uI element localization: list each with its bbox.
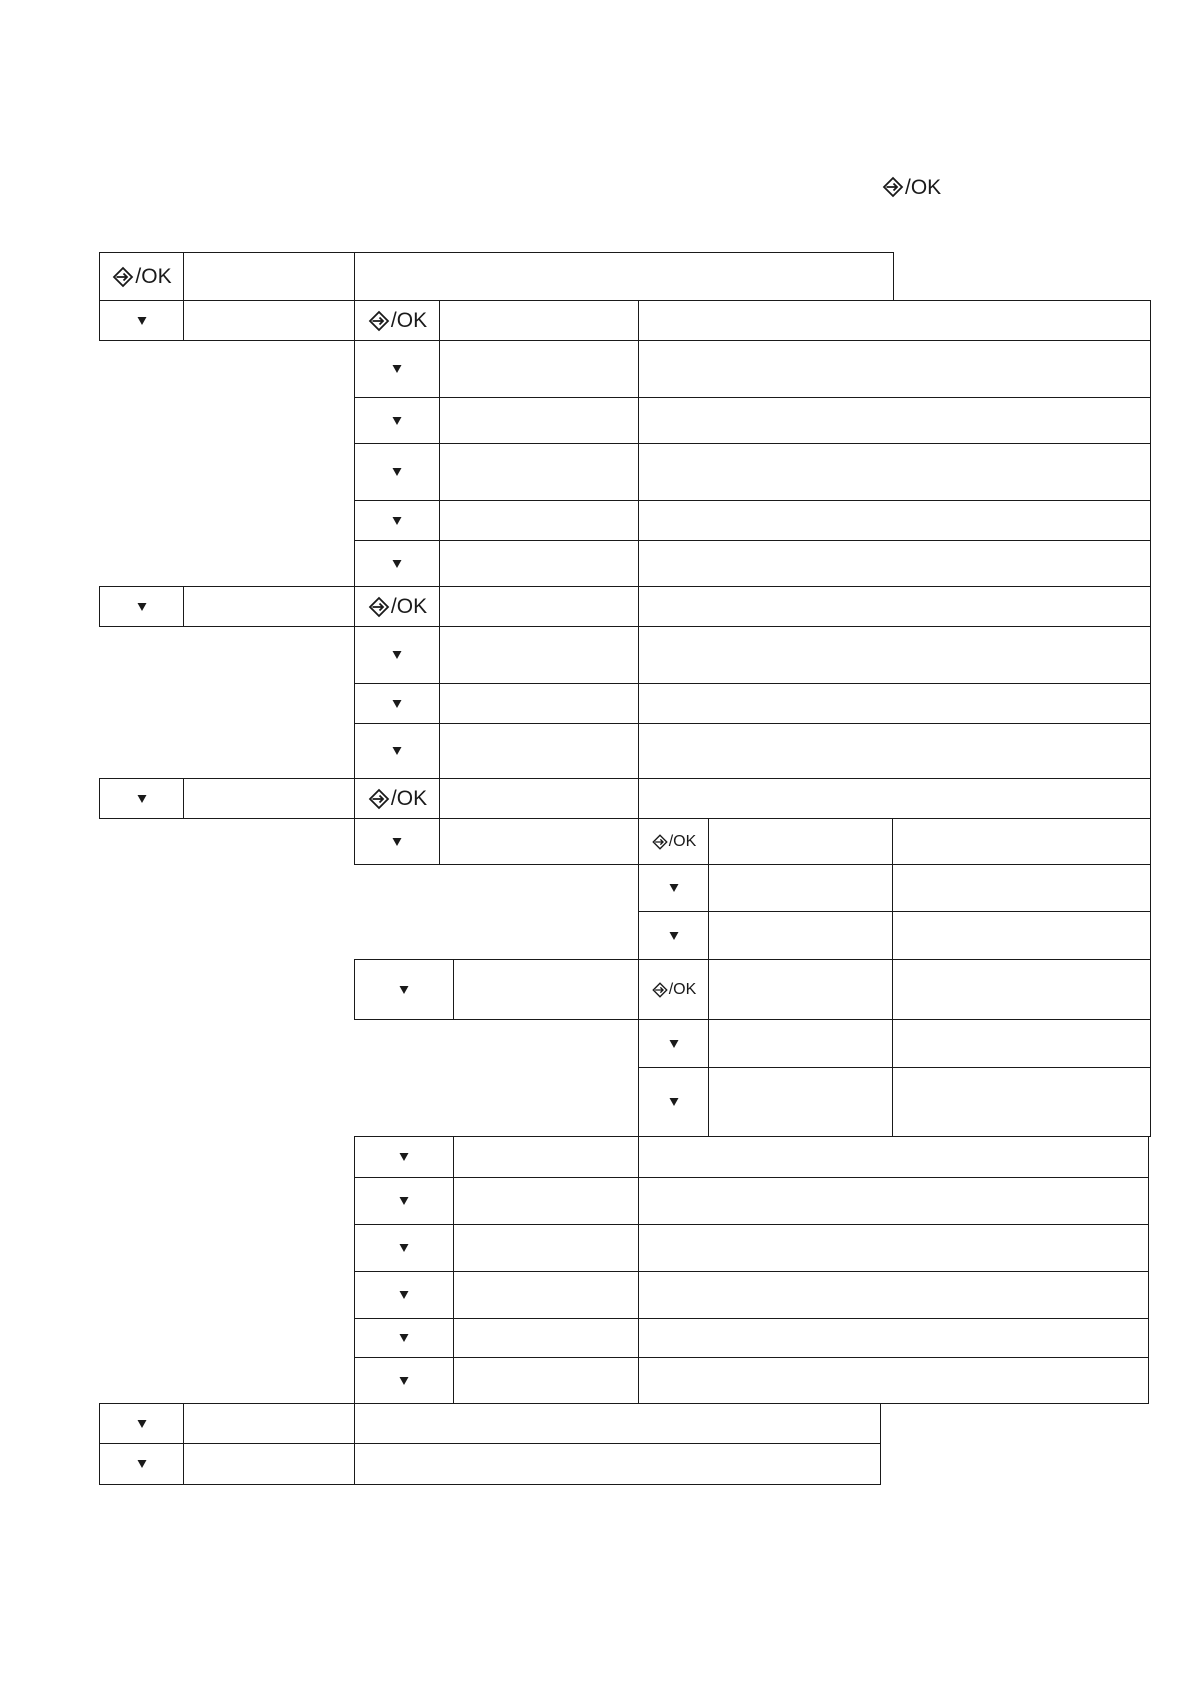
triangle-down-icon bbox=[391, 415, 403, 427]
label-1 bbox=[183, 252, 355, 301]
enter-icon bbox=[111, 265, 135, 289]
sub3-desc-5 bbox=[638, 1177, 1149, 1225]
nestB-label-1 bbox=[708, 959, 893, 1020]
key-2 bbox=[99, 300, 184, 341]
sub2-key-3 bbox=[354, 683, 440, 724]
triangle-down-icon bbox=[391, 466, 403, 478]
sub3-label-2 bbox=[439, 818, 639, 865]
nestB-desc-1 bbox=[892, 959, 1151, 1020]
sub1-desc-3 bbox=[638, 397, 1151, 444]
sub3-key-6 bbox=[354, 1224, 454, 1272]
enter-icon bbox=[367, 787, 391, 811]
triangle-down-icon bbox=[398, 984, 410, 996]
triangle-down-icon bbox=[398, 1242, 410, 1254]
key-3 bbox=[99, 586, 184, 627]
sub2-label-3 bbox=[439, 683, 639, 724]
triangle-down-icon bbox=[391, 745, 403, 757]
nestB-key-2 bbox=[638, 1019, 709, 1068]
label-3 bbox=[183, 586, 355, 627]
label-4 bbox=[183, 778, 355, 819]
triangle-down-icon bbox=[398, 1332, 410, 1344]
triangle-down-icon bbox=[391, 649, 403, 661]
sub2-label-1 bbox=[439, 586, 639, 627]
triangle-down-icon bbox=[391, 698, 403, 710]
sub1-key-1 bbox=[354, 300, 440, 341]
ok-key-label: /OK bbox=[390, 787, 428, 810]
sub1-desc-1 bbox=[638, 300, 1151, 341]
nestB-desc-3 bbox=[892, 1067, 1151, 1137]
ok-key bbox=[651, 833, 697, 851]
triangle-down-icon bbox=[136, 601, 148, 613]
header-ok-label: /OK bbox=[905, 175, 942, 199]
ok-key-label: /OK bbox=[668, 980, 697, 998]
nestB-label-2 bbox=[708, 1019, 893, 1068]
nestB-desc-2 bbox=[892, 1019, 1151, 1068]
sub2-key-2 bbox=[354, 626, 440, 684]
sub3-desc-9 bbox=[638, 1357, 1149, 1404]
triangle-down-icon bbox=[398, 1375, 410, 1387]
nestA-label-1 bbox=[708, 818, 893, 865]
sub2-label-4 bbox=[439, 723, 639, 779]
enter-icon bbox=[881, 175, 905, 199]
triangle-down-icon bbox=[668, 1038, 680, 1050]
triangle-down-icon bbox=[398, 1151, 410, 1163]
ok-key bbox=[367, 595, 427, 619]
triangle-down-icon bbox=[136, 1458, 148, 1470]
header-ok-key bbox=[881, 175, 941, 199]
key-5 bbox=[99, 1403, 184, 1444]
nestA-label-2 bbox=[708, 864, 893, 912]
sub3-key-4 bbox=[354, 1136, 454, 1178]
key-6 bbox=[99, 1443, 184, 1485]
triangle-down-icon bbox=[398, 1195, 410, 1207]
sub3-key-7 bbox=[354, 1271, 454, 1319]
sub1-desc-5 bbox=[638, 500, 1151, 541]
sub3-desc-8 bbox=[638, 1318, 1149, 1358]
sub1-key-2 bbox=[354, 340, 440, 398]
triangle-down-icon bbox=[391, 515, 403, 527]
sub3-label-4 bbox=[453, 1136, 639, 1178]
nestA-key-1 bbox=[638, 818, 709, 865]
ok-key-label: /OK bbox=[390, 595, 428, 618]
sub1-desc-4 bbox=[638, 443, 1151, 501]
sub3-desc-4 bbox=[638, 1136, 1149, 1178]
triangle-down-icon bbox=[136, 315, 148, 327]
ok-key bbox=[367, 787, 427, 811]
enter-icon bbox=[881, 175, 905, 199]
sub3-desc-1 bbox=[638, 778, 1151, 819]
label-5 bbox=[183, 1403, 355, 1444]
sub3-label-1 bbox=[439, 778, 639, 819]
sub3-desc-7 bbox=[638, 1271, 1149, 1319]
sub1-desc-2 bbox=[638, 340, 1151, 398]
sub3-key-3 bbox=[354, 959, 454, 1020]
sub1-key-6 bbox=[354, 540, 440, 587]
sub3-desc-6 bbox=[638, 1224, 1149, 1272]
sub1-label-1 bbox=[439, 300, 639, 341]
sub1-label-3 bbox=[439, 397, 639, 444]
label-2 bbox=[183, 300, 355, 341]
nestA-key-2 bbox=[638, 864, 709, 912]
sub2-desc-4 bbox=[638, 723, 1151, 779]
sub3-key-8 bbox=[354, 1318, 454, 1358]
sub1-key-4 bbox=[354, 443, 440, 501]
ok-key bbox=[111, 265, 171, 289]
desc-5 bbox=[354, 1403, 881, 1444]
sub1-label-5 bbox=[439, 500, 639, 541]
key-4 bbox=[99, 778, 184, 819]
label-6 bbox=[183, 1443, 355, 1485]
sub3-label-6 bbox=[453, 1224, 639, 1272]
nestB-label-3 bbox=[708, 1067, 893, 1137]
sub2-label-2 bbox=[439, 626, 639, 684]
triangle-down-icon bbox=[136, 793, 148, 805]
nestB-key-1 bbox=[638, 959, 709, 1020]
sub3-label-8 bbox=[453, 1318, 639, 1358]
sub1-label-4 bbox=[439, 443, 639, 501]
sub3-key-1 bbox=[354, 778, 440, 819]
sub2-key-1 bbox=[354, 586, 440, 627]
enter-icon bbox=[651, 981, 669, 999]
ok-key-label: /OK bbox=[390, 309, 428, 332]
nestA-label-3 bbox=[708, 911, 893, 960]
key-1 bbox=[99, 252, 184, 301]
ok-key bbox=[651, 981, 697, 999]
triangle-down-icon bbox=[398, 1289, 410, 1301]
sub1-desc-6 bbox=[638, 540, 1151, 587]
ok-key-label: /OK bbox=[135, 265, 172, 288]
sub2-desc-3 bbox=[638, 683, 1151, 724]
sub2-desc-1 bbox=[638, 586, 1151, 627]
sub3-label-5 bbox=[453, 1177, 639, 1225]
sub1-key-5 bbox=[354, 500, 440, 541]
desc-6 bbox=[354, 1443, 881, 1485]
triangle-down-icon bbox=[391, 836, 403, 848]
triangle-down-icon bbox=[668, 882, 680, 894]
sub3-label-3 bbox=[453, 959, 639, 1020]
triangle-down-icon bbox=[136, 1418, 148, 1430]
triangle-down-icon bbox=[668, 930, 680, 942]
sub1-label-2 bbox=[439, 340, 639, 398]
sub3-key-2 bbox=[354, 818, 440, 865]
enter-icon bbox=[651, 833, 669, 851]
triangle-down-icon bbox=[391, 363, 403, 375]
nestA-desc-2 bbox=[892, 864, 1151, 912]
nestA-key-3 bbox=[638, 911, 709, 960]
sub2-desc-2 bbox=[638, 626, 1151, 684]
ok-key-label: /OK bbox=[668, 832, 697, 850]
enter-icon bbox=[367, 309, 391, 333]
desc-1 bbox=[354, 252, 894, 301]
sub3-label-7 bbox=[453, 1271, 639, 1319]
sub2-key-4 bbox=[354, 723, 440, 779]
ok-key bbox=[367, 309, 427, 333]
nestA-desc-3 bbox=[892, 911, 1151, 960]
sub1-label-6 bbox=[439, 540, 639, 587]
sub3-key-5 bbox=[354, 1177, 454, 1225]
triangle-down-icon bbox=[391, 558, 403, 570]
enter-icon bbox=[367, 595, 391, 619]
sub3-label-9 bbox=[453, 1357, 639, 1404]
sub3-key-9 bbox=[354, 1357, 454, 1404]
nestB-key-3 bbox=[638, 1067, 709, 1137]
nestA-desc-1 bbox=[892, 818, 1151, 865]
sub1-key-3 bbox=[354, 397, 440, 444]
triangle-down-icon bbox=[668, 1096, 680, 1108]
